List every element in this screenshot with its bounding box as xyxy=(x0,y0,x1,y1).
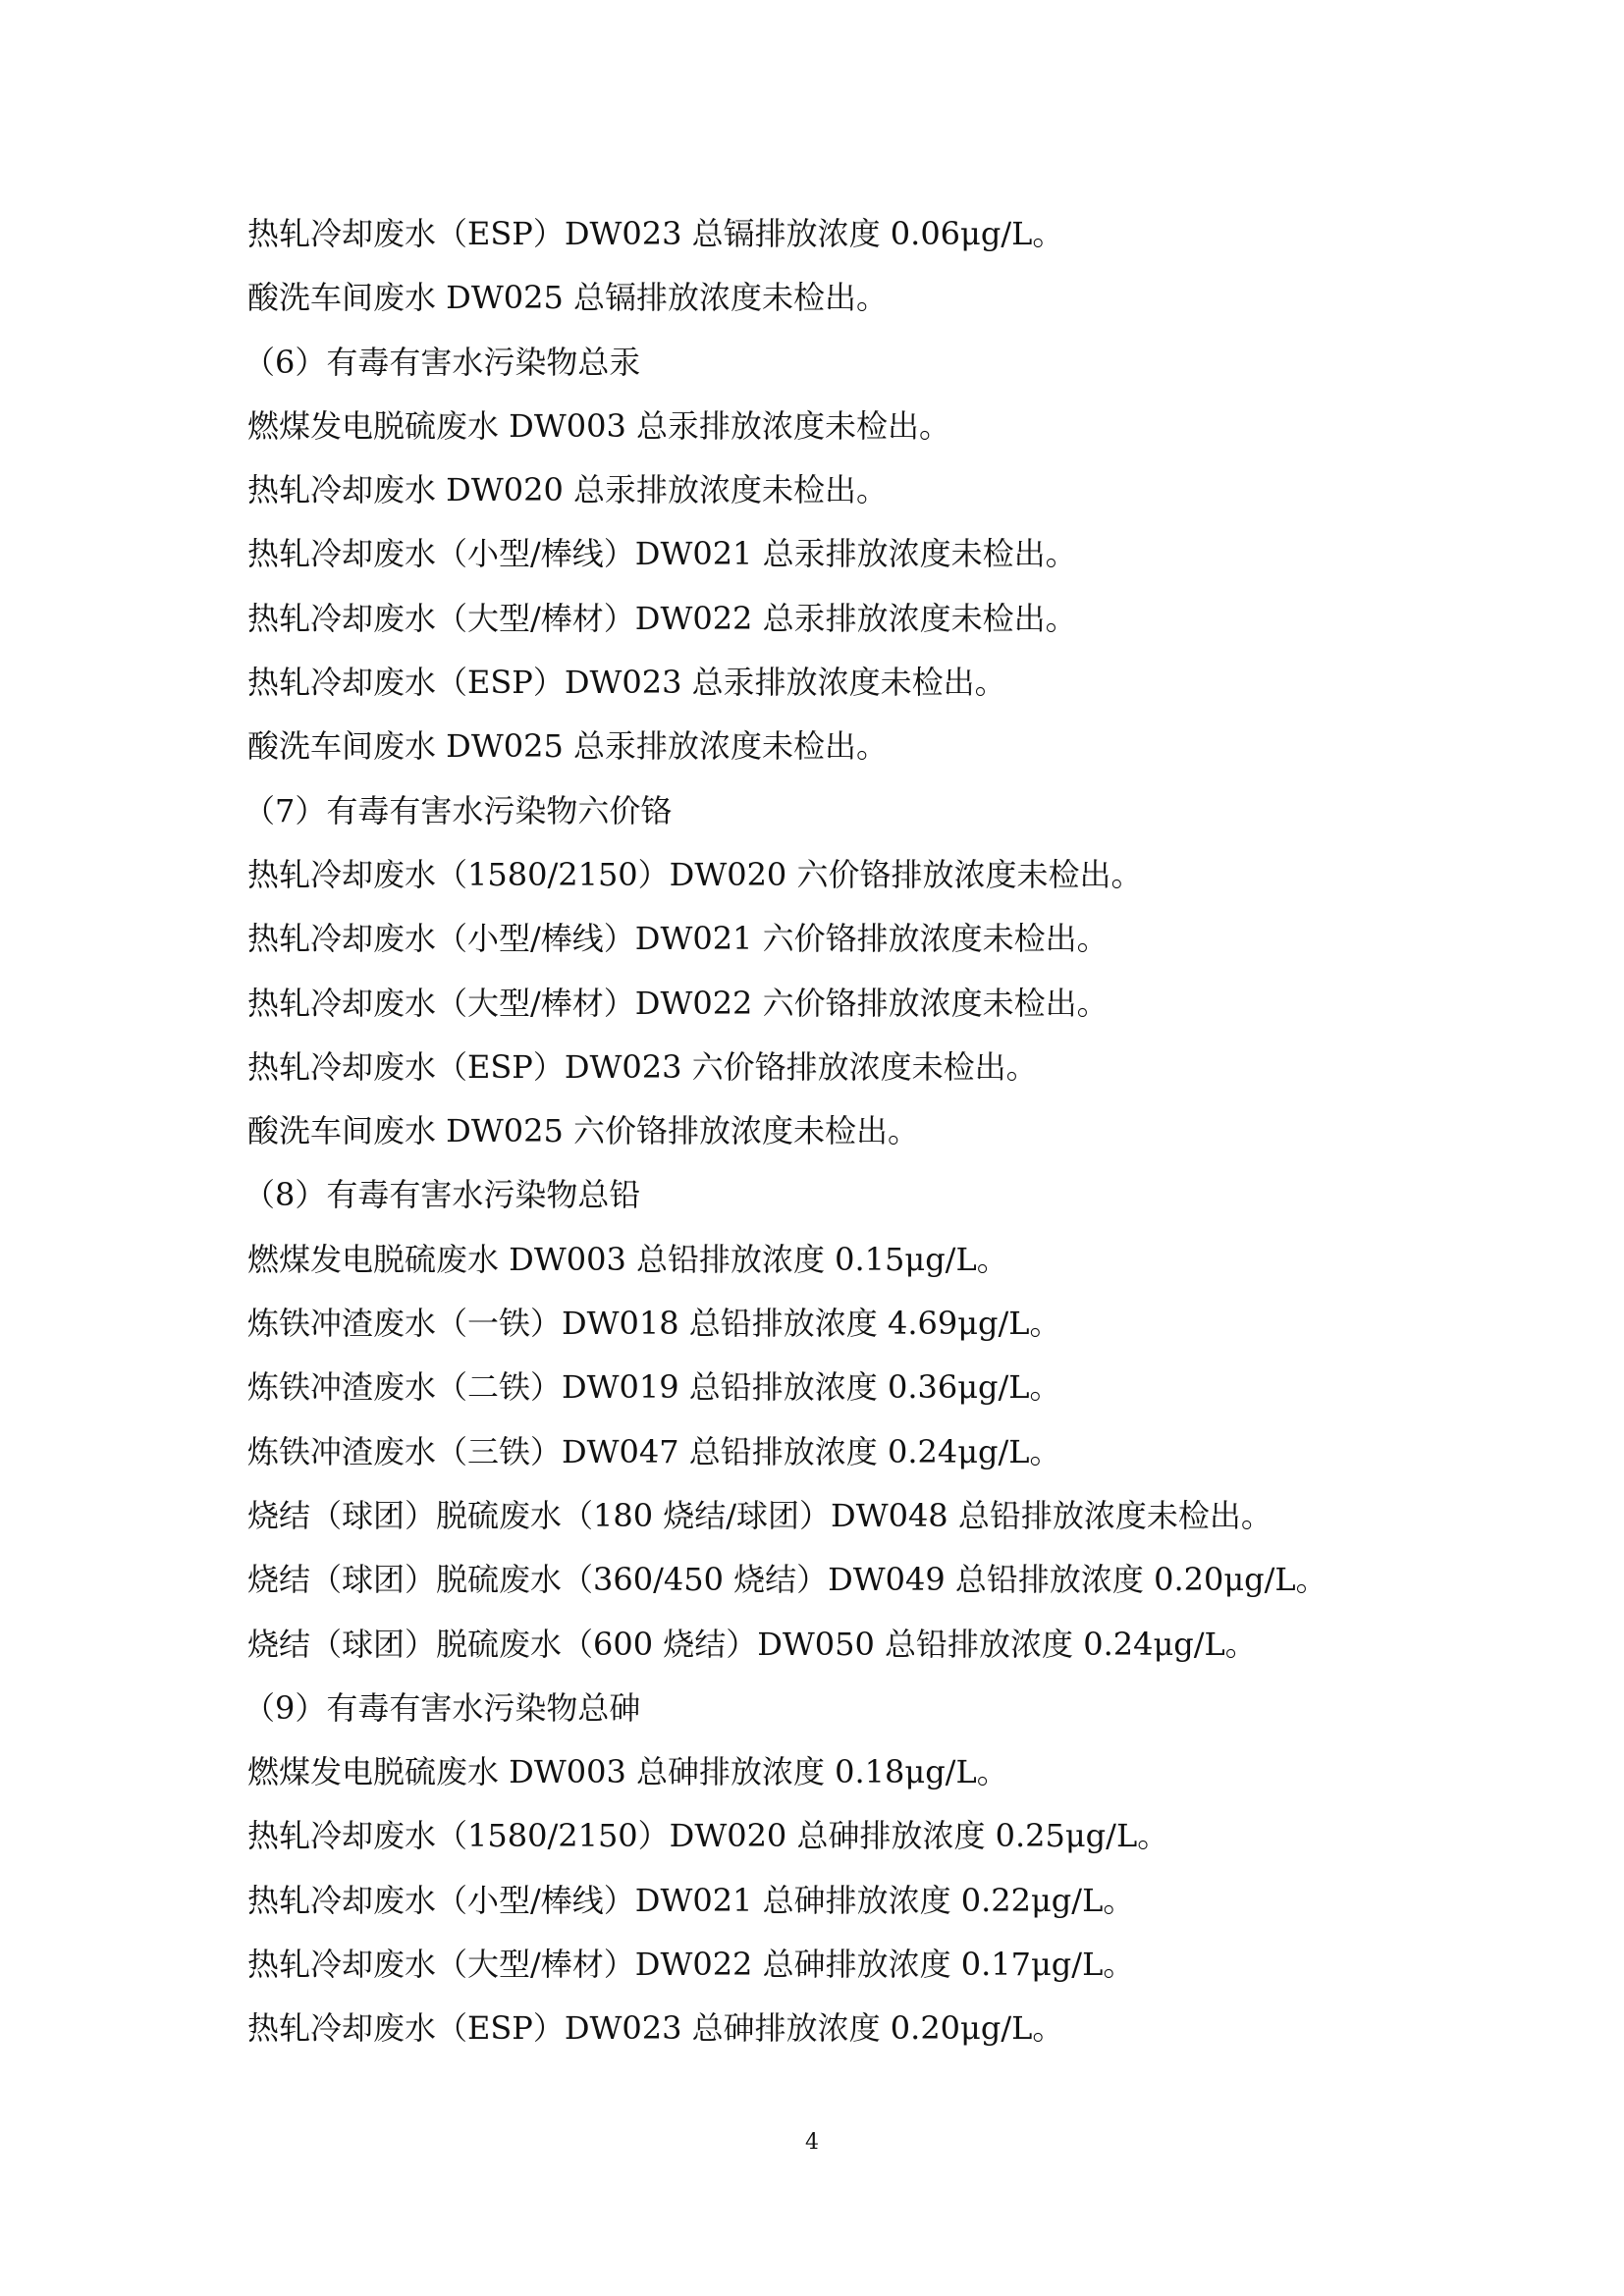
page-number: 4 xyxy=(805,2130,819,2155)
text-line-chromium-dw025: 酸洗车间废水 DW025 六价铬排放浓度未检出。 xyxy=(247,1112,919,1150)
section-heading-arsenic: （9）有毒有害水污染物总砷 xyxy=(244,1688,641,1727)
text-line-mercury-dw003: 燃煤发电脱硫废水 DW003 总汞排放浓度未检出。 xyxy=(247,406,950,445)
text-line-chromium-dw022: 热轧冷却废水（大型/棒材）DW022 六价铬排放浓度未检出。 xyxy=(247,984,1109,1022)
text-line-lead-dw019: 炼铁冲渣废水（二铁）DW019 总铅排放浓度 0.36μg/L。 xyxy=(247,1368,1061,1407)
text-line-chromium-dw020: 热轧冷却废水（1580/2150）DW020 六价铬排放浓度未检出。 xyxy=(247,855,1143,893)
document-body xyxy=(244,202,1386,2061)
text-line-mercury-dw021: 热轧冷却废水（小型/棒线）DW021 总汞排放浓度未检出。 xyxy=(247,535,1077,573)
text-line-lead-dw018: 炼铁冲渣废水（一铁）DW018 总铅排放浓度 4.69μg/L。 xyxy=(247,1305,1061,1343)
section-heading-hexavalent-chromium: （7）有毒有害水污染物六价铬 xyxy=(244,791,673,829)
text-line-lead-dw003: 燃煤发电脱硫废水 DW003 总铅排放浓度 0.15μg/L。 xyxy=(247,1240,1008,1278)
text-line-chromium-dw021: 热轧冷却废水（小型/棒线）DW021 六价铬排放浓度未检出。 xyxy=(247,920,1109,958)
text-line-arsenic-dw020: 热轧冷却废水（1580/2150）DW020 总砷排放浓度 0.25μg/L。 xyxy=(247,1817,1169,1855)
text-line-chromium-dw023: 热轧冷却废水（ESP）DW023 六价铬排放浓度未检出。 xyxy=(247,1047,1038,1086)
section-heading-lead: （8）有毒有害水污染物总铅 xyxy=(244,1176,641,1214)
text-line-lead-dw048: 烧结（球团）脱硫废水（180 烧结/球团）DW048 总铅排放浓度未检出。 xyxy=(247,1496,1272,1534)
text-line-cadmium-esp: 热轧冷却废水（ESP）DW023 总镉排放浓度 0.06μg/L。 xyxy=(247,215,1064,252)
text-line-mercury-dw025: 酸洗车间废水 DW025 总汞排放浓度未检出。 xyxy=(247,727,888,766)
text-line-lead-dw047: 炼铁冲渣废水（三铁）DW047 总铅排放浓度 0.24μg/L。 xyxy=(247,1432,1061,1470)
text-line-mercury-dw023: 热轧冷却废水（ESP）DW023 总汞排放浓度未检出。 xyxy=(247,664,1006,702)
text-line-arsenic-dw003: 燃煤发电脱硫废水 DW003 总砷排放浓度 0.18μg/L。 xyxy=(247,1753,1008,1791)
text-line-mercury-dw022: 热轧冷却废水（大型/棒材）DW022 总汞排放浓度未检出。 xyxy=(247,599,1077,637)
text-line-cadmium-pickling: 酸洗车间废水 DW025 总镉排放浓度未检出。 xyxy=(247,279,888,317)
text-line-lead-dw049: 烧结（球团）脱硫废水（360/450 烧结）DW049 总铅排放浓度 0.20μg/L。 xyxy=(247,1561,1327,1599)
text-line-arsenic-dw021: 热轧冷却废水（小型/棒线）DW021 总砷排放浓度 0.22μg/L。 xyxy=(247,1881,1135,1919)
text-line-lead-dw050: 烧结（球团）脱硫废水（600 烧结）DW050 总铅排放浓度 0.24μg/L。 xyxy=(247,1625,1257,1663)
text-line-arsenic-dw022: 热轧冷却废水（大型/棒材）DW022 总砷排放浓度 0.17μg/L。 xyxy=(247,1946,1135,1984)
text-line-mercury-dw020: 热轧冷却废水 DW020 总汞排放浓度未检出。 xyxy=(247,471,888,509)
text-line-arsenic-dw023: 热轧冷却废水（ESP）DW023 总砷排放浓度 0.20μg/L。 xyxy=(247,2009,1064,2048)
section-heading-mercury: （6）有毒有害水污染物总汞 xyxy=(244,343,641,381)
